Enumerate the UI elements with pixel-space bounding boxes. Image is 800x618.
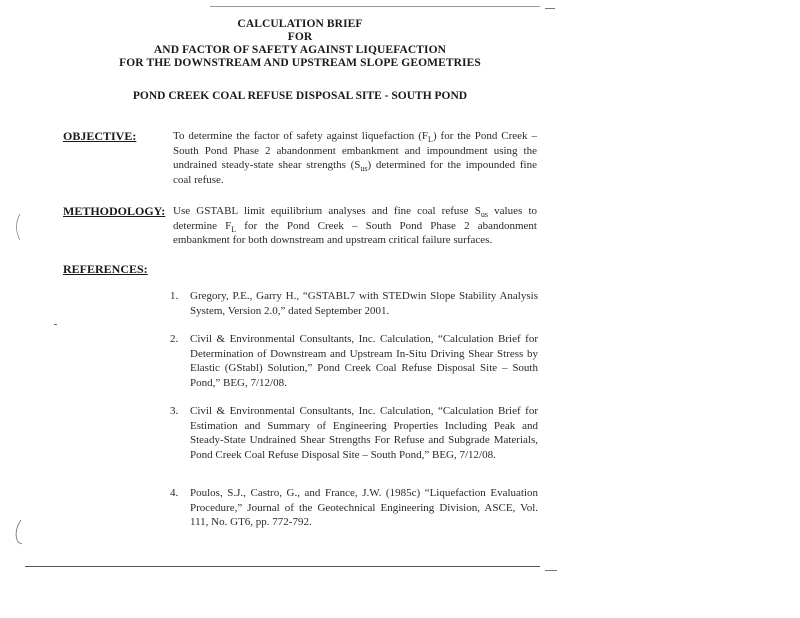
reference-text: Poulos, S.J., Castro, G., and France, J.W. (1985c) “Liquefaction Evaluation Procedure,” Journal of the Geotechnical Engineering Division, ASCE, Vol. 111, No. GT6, pp. 772-792.: [190, 487, 538, 528]
title-line-2: FOR: [287, 31, 313, 43]
bottom-rule: [25, 566, 540, 567]
methodology-text-part: for the Pond Creek – South Pond Phase 2 abandonment embankment for both downstream and upstream critical failure surfaces.: [173, 219, 537, 246]
bottom-rule-mark: [545, 570, 557, 571]
reference-number: 3.: [170, 405, 179, 417]
binding-hole-mark: [12, 212, 22, 242]
title-line-4: FOR THE DOWNSTREAM AND UPSTREAM SLOPE GEOMETRIES: [119, 57, 481, 69]
objective-text: [173, 129, 537, 187]
methodology-subscript: us: [480, 210, 488, 220]
reference-text: Civil & Environmental Consultants, Inc. Calculation, “Calculation Brief for Determination of Downstream and Upstream In-Situ Driving Shear Stress by Elastic (GStabl) Solution,” Pond Creek Coal Refuse Disposal Site – South Pond,” BEG, 7/12/08.: [190, 333, 538, 389]
objective-subscript: L: [428, 135, 433, 145]
top-rule: [210, 6, 540, 7]
binding-hole-mark: [12, 518, 22, 548]
reference-number: 1.: [170, 290, 179, 302]
scan-speck: [54, 324, 57, 325]
objective-text-part: ) for the Pond Creek – South Pond Phase 2 abandonment embankment and impoundment using the undrained steady-state shear strengths (S: [173, 130, 538, 171]
methodology-subscript: L: [231, 224, 237, 234]
document-title: [60, 18, 540, 70]
methodology-heading: METHODOLOGY:: [63, 204, 166, 218]
objective-heading: OBJECTIVE:: [63, 129, 137, 143]
objective-text-part: To determine the factor of safety against liquefaction (F: [173, 130, 429, 142]
title-line-3: AND FACTOR OF SAFETY AGAINST LIQUEFACTION: [153, 44, 447, 56]
objective-subscript: us: [360, 164, 368, 174]
methodology-text-part: values to determine F: [173, 205, 537, 232]
methodology-text-part: Use GSTABL limit equilibrium analyses and fine coal refuse S: [173, 205, 481, 217]
references-heading: REFERENCES:: [63, 262, 148, 276]
site-title: POND CREEK COAL REFUSE DISPOSAL SITE - SOUTH POND: [132, 90, 468, 102]
methodology-text: [173, 204, 537, 248]
top-rule-mark: [545, 8, 555, 9]
reference-text: Civil & Environmental Consultants, Inc. Calculation, “Calculation Brief for Estimation and Summary of Engineering Properties Including Peak and Steady-State Undrained Shear Strengths For Refuse and Subgrade Materials, Pond Creek Coal Refuse Disposal Site – South Pond,” BEG, 7/12/08.: [190, 405, 538, 461]
reference-number: 2.: [170, 333, 179, 345]
reference-number: 4.: [170, 487, 179, 499]
objective-text-part: ) determined for the impounded fine coal refuse.: [173, 159, 537, 186]
title-line-1: CALCULATION BRIEF: [237, 18, 363, 30]
reference-text: Gregory, P.E., Garry H., “GSTABL7 with STEDwin Slope Stability Analysis System, Version 2.0,” dated September 2001.: [190, 290, 538, 317]
